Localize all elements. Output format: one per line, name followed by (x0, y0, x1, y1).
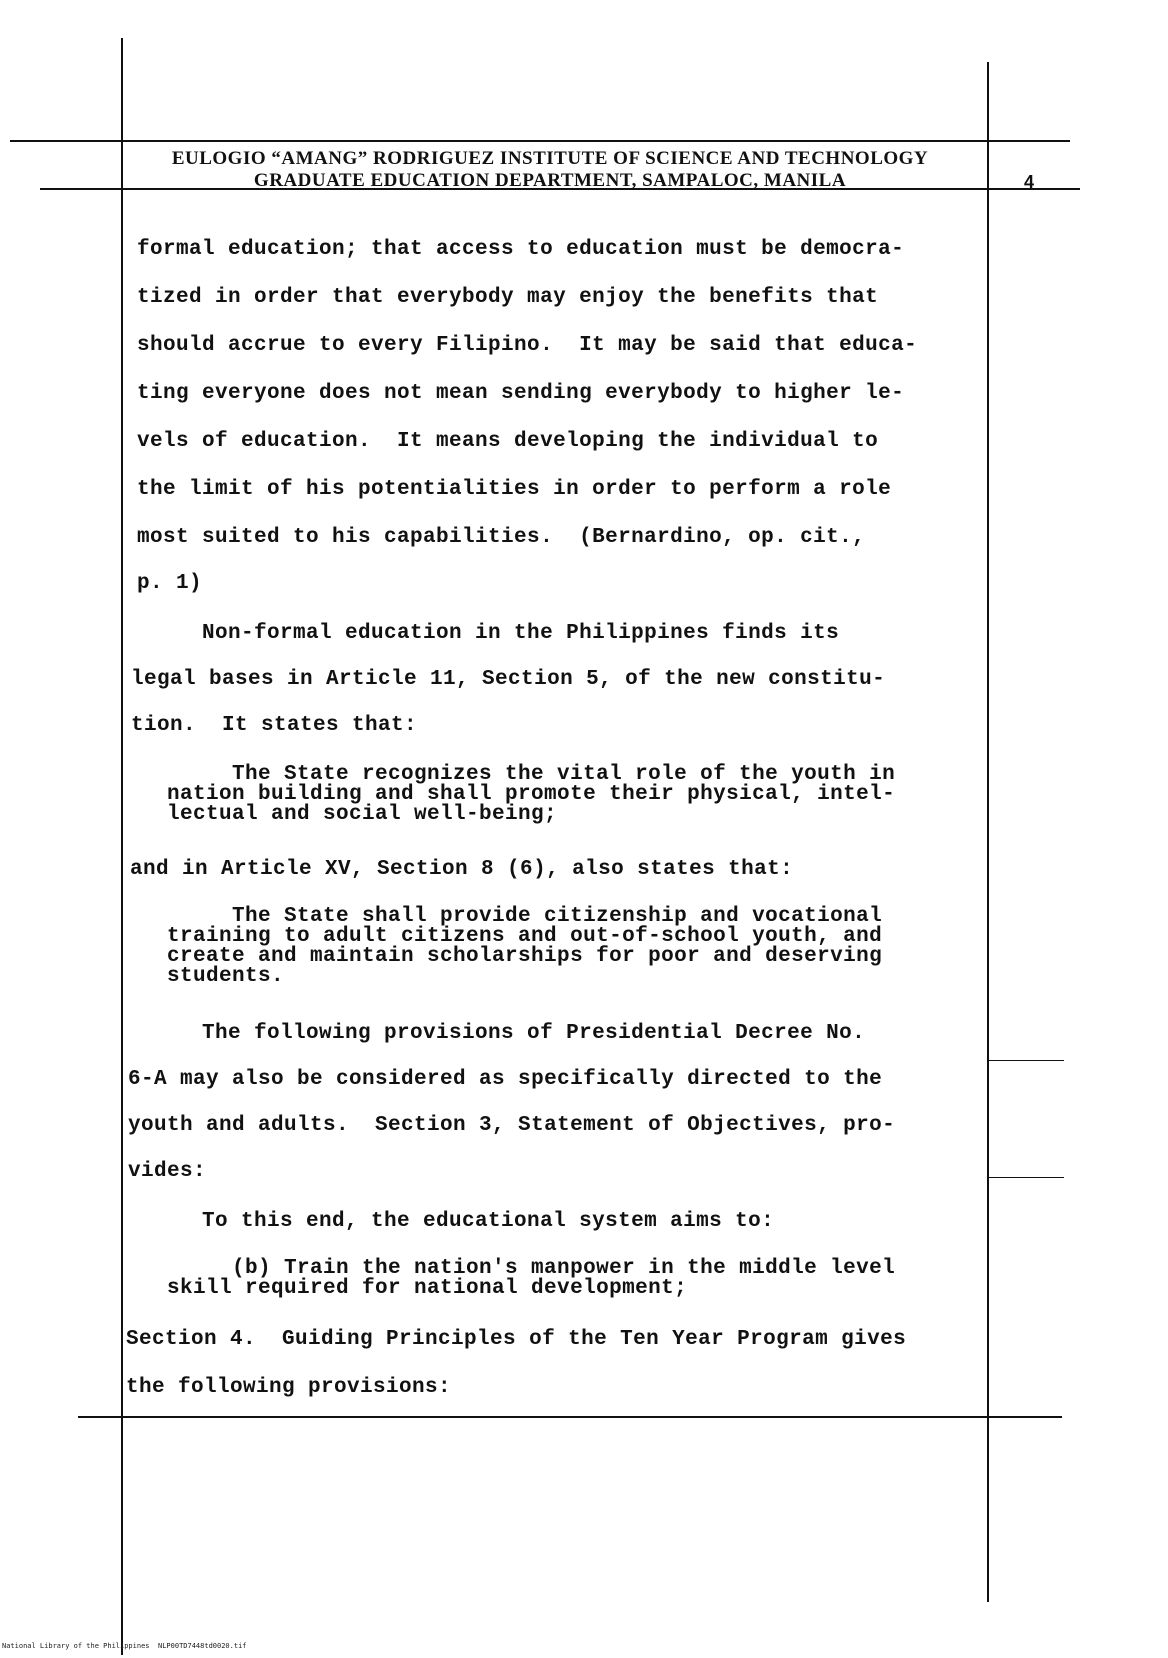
text-line: p. 1) (137, 572, 203, 595)
text-line: the limit of his potentialities in order to perform a role (137, 478, 892, 501)
header-top-rule (10, 140, 1070, 142)
quote-line: create and maintain scholarships for poor and deserving (167, 945, 883, 968)
text-line: tized in order that everybody may enjoy the benefits that (137, 286, 879, 309)
text-line: vides: (128, 1160, 207, 1183)
left-margin-rule (121, 38, 123, 1655)
quote-line: training to adult citizens and out-of-school youth, and (167, 925, 883, 948)
text-line: the following provisions: (126, 1376, 452, 1399)
quote-line: skill required for national development; (167, 1277, 688, 1300)
text-line: youth and adults. Section 3, Statement of Objectives, pro- (128, 1114, 896, 1137)
quote-line: The State recognizes the vital role of the youth in (167, 763, 896, 786)
quote-line: The State shall provide citizenship and vocational (167, 905, 883, 928)
text-line: legal bases in Article 11, Section 5, of the new constitu- (131, 668, 886, 691)
text-line: formal education; that access to education must be democra- (137, 238, 905, 261)
right-margin-rule (987, 62, 989, 1602)
text-line: ting everyone does not mean sending everybody to higher le- (137, 382, 905, 405)
institution-name: EULOGIO “AMANG” RODRIGUEZ INSTITUTE OF SCIENCE AND TECHNOLOGY (171, 148, 929, 169)
quote-line: To this end, the educational system aims to: (137, 1210, 775, 1233)
margin-tick (988, 1060, 1064, 1061)
quote-line: (b) Train the nation's manpower in the middle level (167, 1257, 896, 1280)
file-id: NLP00TD7448td0020.tif (158, 1642, 247, 1650)
text-line: 6-A may also be considered as specifically directed to the (128, 1068, 883, 1091)
text-line: and in Article XV, Section 8 (6), also states that: (130, 858, 794, 881)
page-number: 4 (1024, 172, 1035, 192)
text-line: The following provisions of Presidential Decree No. (137, 1022, 866, 1045)
text-line: vels of education. It means developing the individual to (137, 430, 879, 453)
quote-line: nation building and shall promote their physical, intel- (167, 783, 896, 806)
library-credit: National Library of the Philippines (2, 1642, 150, 1650)
text-line: Non-formal education in the Philippines finds its (137, 622, 840, 645)
margin-tick (988, 1177, 1064, 1178)
department-name: GRADUATE EDUCATION DEPARTMENT, SAMPALOC, MANILA (253, 170, 847, 191)
text-line: should accrue to every Filipino. It may be said that educa- (137, 334, 918, 357)
text-line: Section 4. Guiding Principles of the Ten Year Program gives (126, 1328, 907, 1351)
text-line: most suited to his capabilities. (Bernardino, op. cit., (137, 526, 866, 549)
text-line: tion. It states that: (131, 714, 418, 737)
footer-rule (78, 1416, 1062, 1418)
quote-line: students. (167, 965, 285, 988)
quote-line: lectual and social well-being; (167, 803, 558, 826)
